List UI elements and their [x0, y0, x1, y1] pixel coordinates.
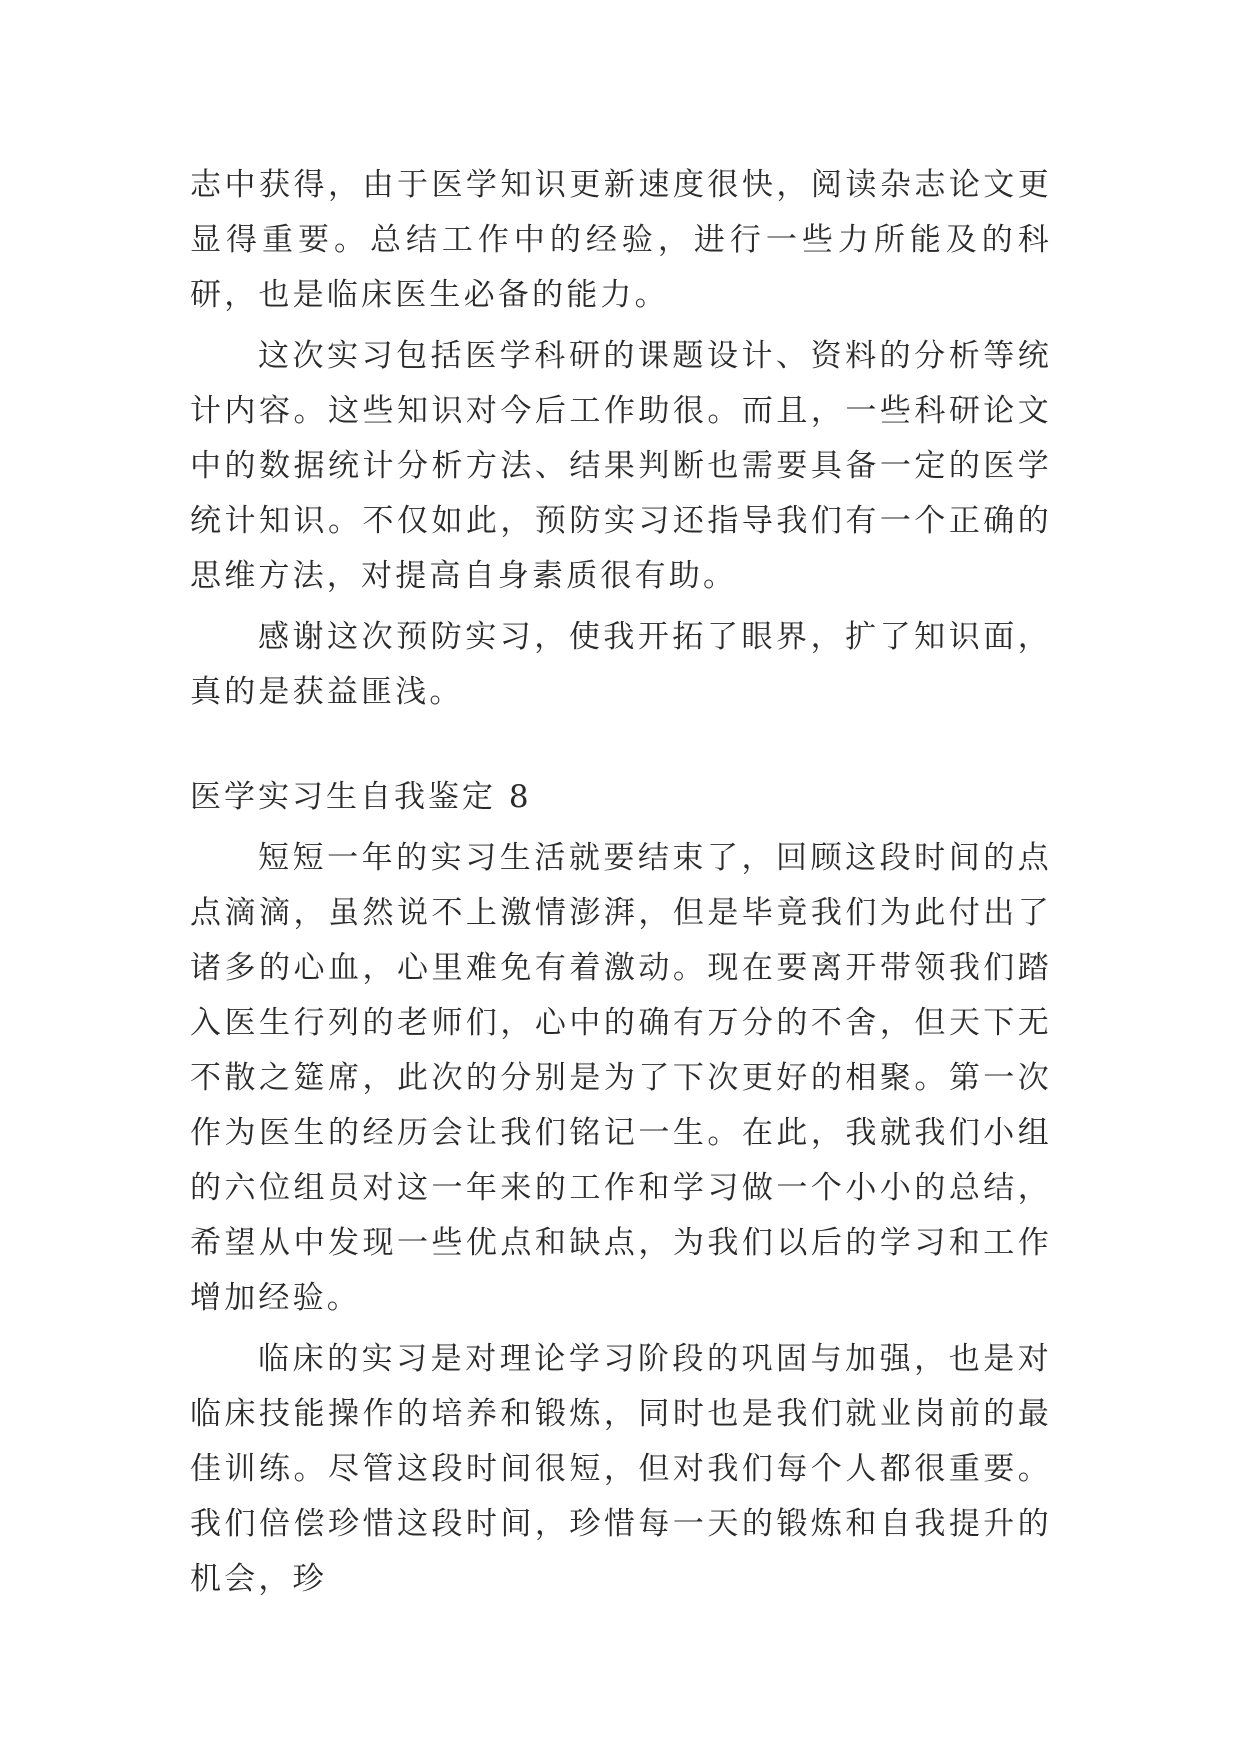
section-title: 医学实习生自我鉴定 8	[190, 779, 532, 815]
paragraph-clinical: 临床的实习是对理论学习阶段的巩固与加强，也是对临床技能操作的培养和锻炼，同时也是我们就业岗前的最佳训练。尽管这段时间很短，但对我们每个人都很重要。我们倍偿珍惜这段时间，珍惜每一天的锻炼和自我提升的机会，珍	[190, 1341, 1052, 1597]
document-page	[190, 158, 1052, 1613]
paragraph-statistics: 这次实习包括医学科研的课题设计、资料的分析等统计内容。这些知识对今后工作助很。而且，一些科研论文中的数据统计分析方法、结果判断也需要具备一定的医学统计知识。不仅如此，预防实习还指导我们有一个正确的思维方法，对提高自身素质很有助。	[190, 338, 1052, 594]
paragraph-intro: 短短一年的实习生活就要结束了，回顾这段时间的点点滴滴，虽然说不上激情澎湃，但是毕竟我们为此付出了诸多的心血，心里难免有着激动。现在要离开带领我们踏入医生行列的老师们，心中的确有万分的不舍，但天下无不散之筵席，此次的分别是为了下次更好的相聚。第一次作为医生的经历会让我们铭记一生。在此，我就我们小组的六位组员对这一年来的工作和学习做一个小小的总结，希望从中发现一些优点和缺点，为我们以后的学习和工作增加经验。	[190, 840, 1052, 1316]
paragraph-thanks: 感谢这次预防实习，使我开拓了眼界，扩了知识面，真的是获益匪浅。	[190, 619, 1052, 710]
paragraph-continued: 志中获得，由于医学知识更新速度很快，阅读杂志论文更显得重要。总结工作中的经验，进行一些力所能及的科研，也是临床医生必备的能力。	[190, 167, 1052, 313]
